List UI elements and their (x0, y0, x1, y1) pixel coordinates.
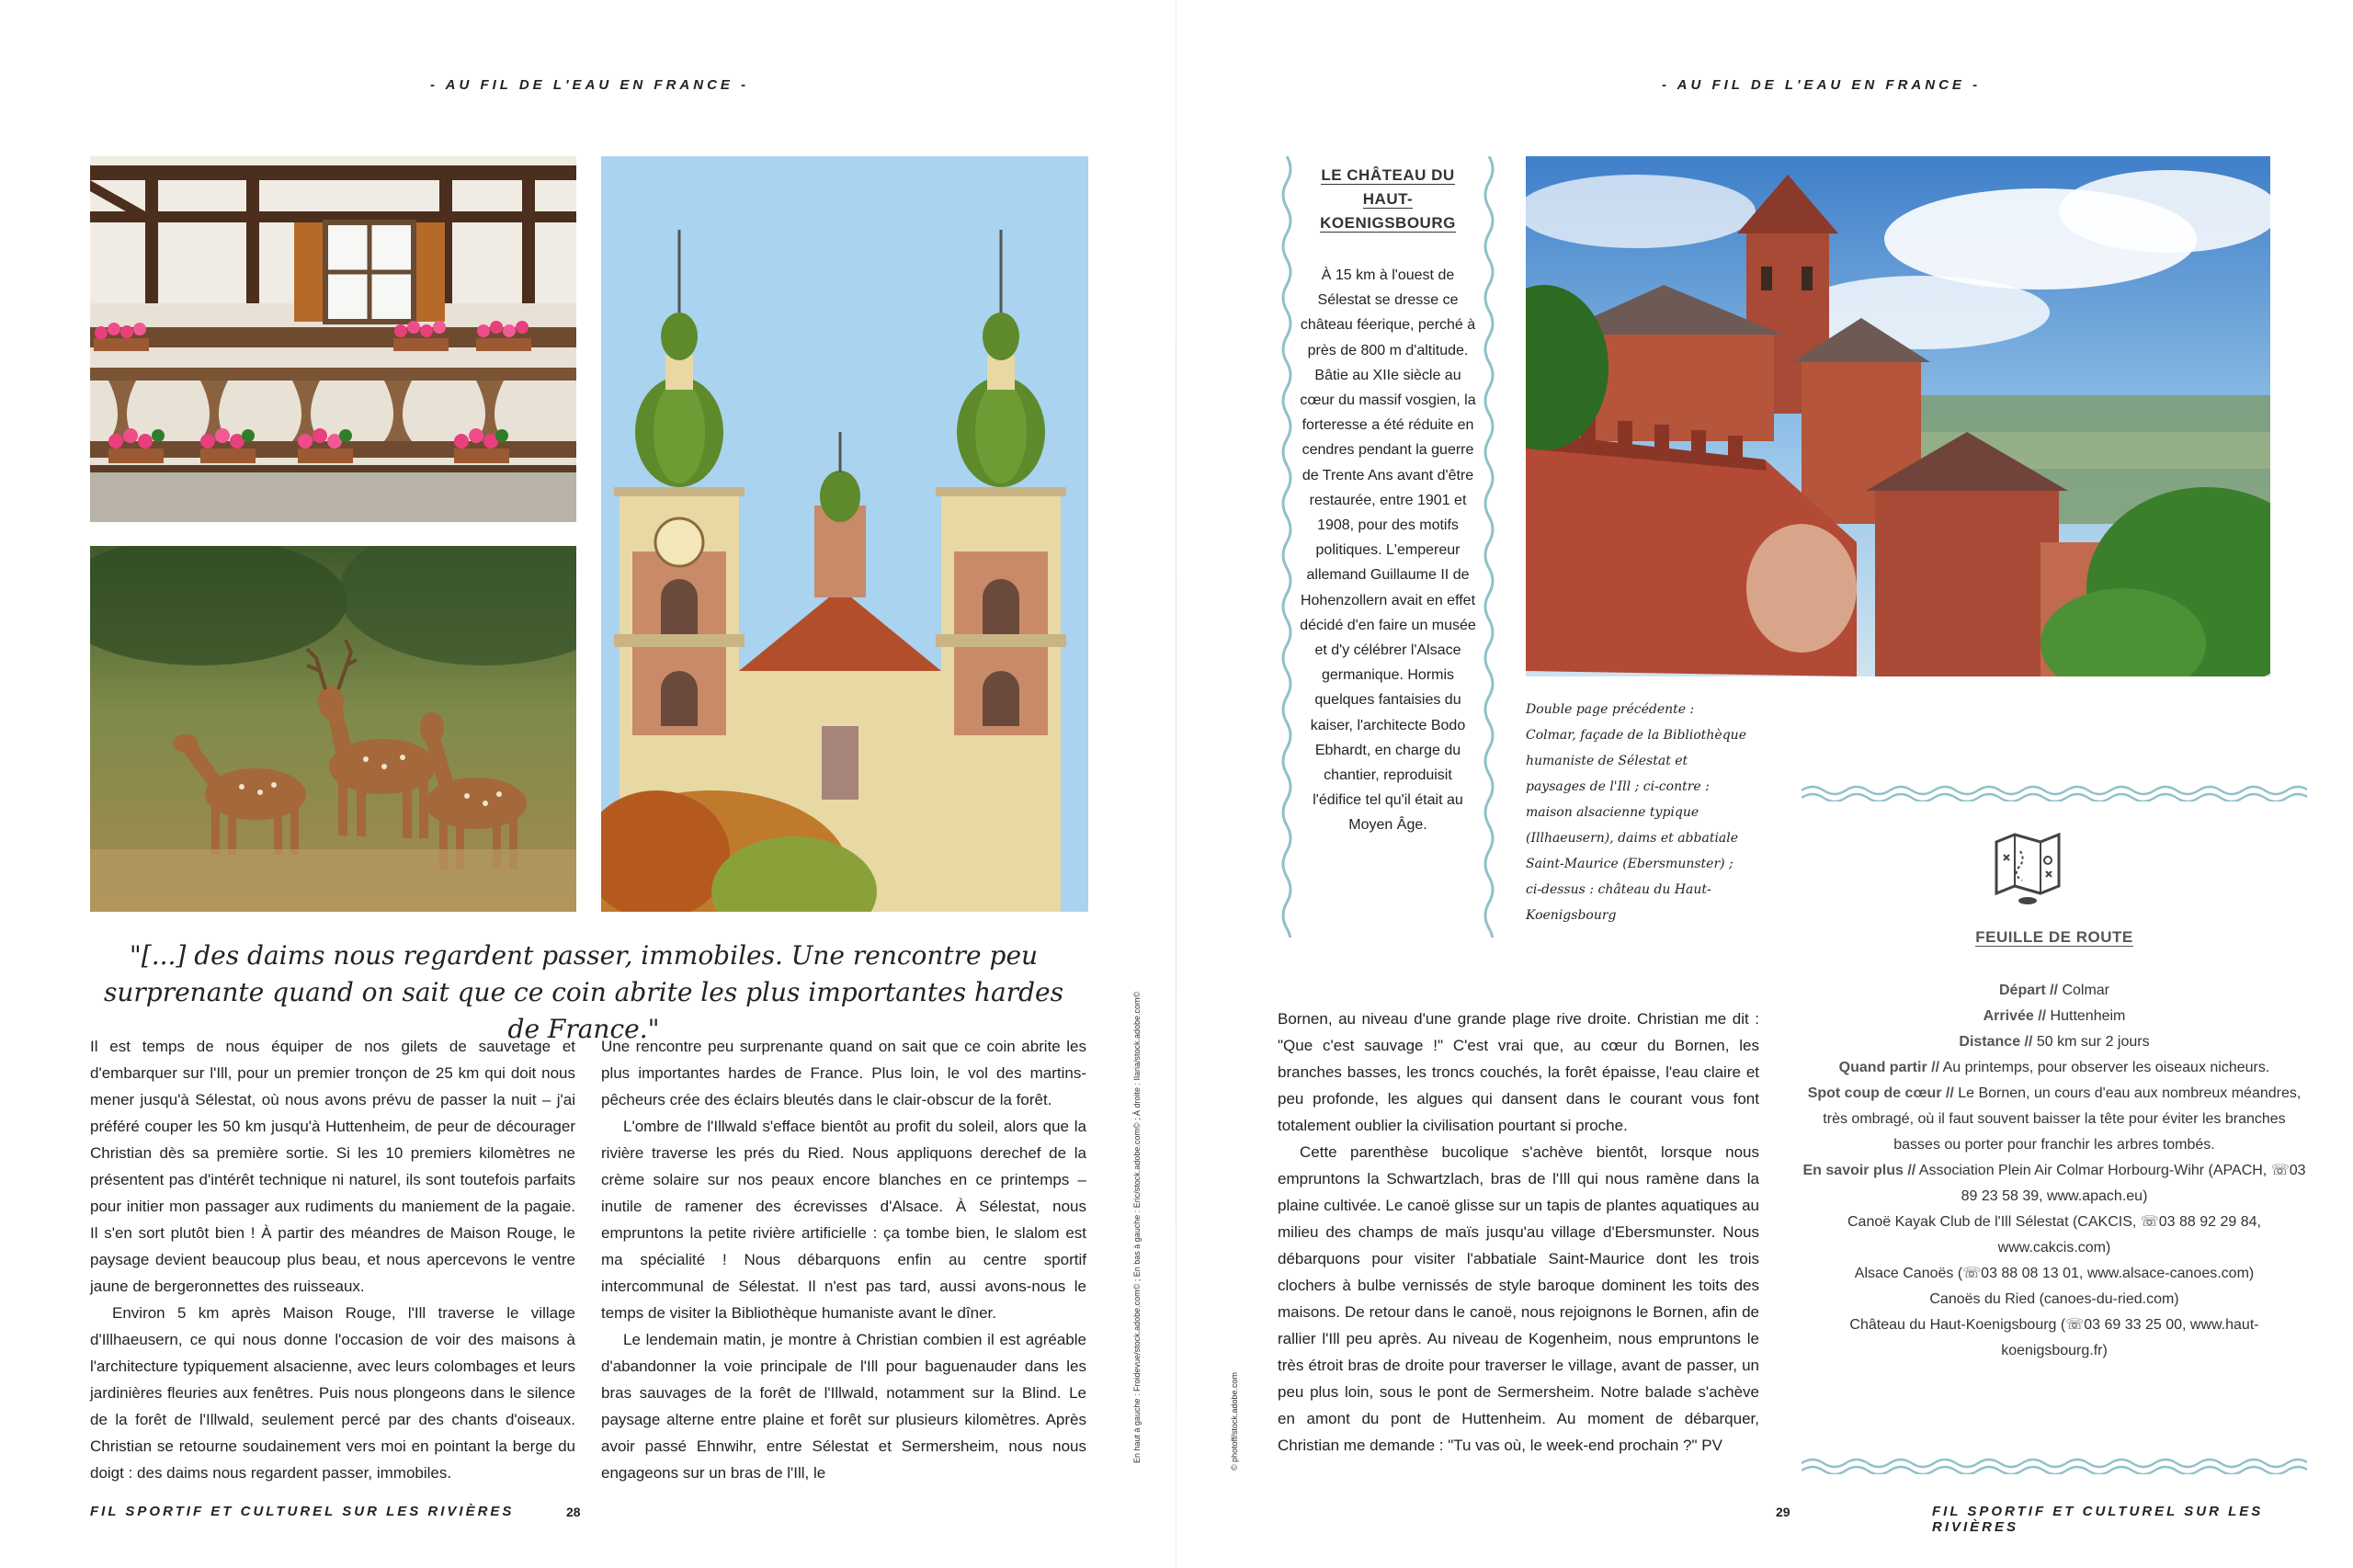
wave-divider-top (1802, 783, 2307, 801)
route-item (1802, 1029, 2307, 1055)
photo-caption: Double page précédente : Colmar, façade de la Bibliothèque humaniste de Sélestat et paysages de l'Ill ; ci-contre : maison alsacienne typique (Illhaeusern), daims et abbatiale Saint-Maurice (Ebersmunster) ; ci-dessus : château du Haut-Koenigsbourg (1526, 702, 1746, 923)
right-column (1278, 1006, 1759, 1459)
route-item (1802, 1004, 2307, 1029)
route-value: Colmar (2058, 983, 2110, 998)
paragraph: L'ombre de l'Illwald s'efface bientôt au profit du soleil, alors que la rivière traverse les prés du Ried. Nous appliquons derechef de la crème solaire sur nos peaux encore blanches en ce printemps – inutile de ramener des écrevisses d'Alsace. À Sélestat, nous empruntons la petite rivière artificielle : ça tombe bien, le slalom est ma spécialité ! Nous débarquons enfin au centre sportif intercommunal de Sélestat. Il n'est pas tard, aussi avons-nous le temps de visiter la Bibliothèque humaniste avant le dîner. (601, 1118, 1086, 1322)
route-contact: Canoë Kayak Club de l'Ill Sélestat (CAKCIS, ☏03 88 92 29 84, www.cakcis.com) (1847, 1214, 2261, 1256)
pull-quote: "[...] des daims nous regardent passer, immobiles. Une rencontre peu surprenante quand on sait que ce coin abrite les plus importantes hardes de France." (104, 940, 1063, 1044)
paragraph: Le lendemain matin, je montre à Christian combien il est agréable d'abandonner la voie principale de l'Ill pour baguenauder dans les bras sauvages de la forêt de l'Illwald, notamment sur la Blind. Le paysage alterne entre plaine et forêt sur plusieurs kilomètres. Après avoir passé Ehnwihr, entre Sélestat et Sermersheim, nous nous engageons sur un bras de l'Ill, le (601, 1331, 1086, 1482)
route-label: Spot coup de cœur // (1807, 1085, 1954, 1101)
abbey-church-photo (601, 156, 1088, 912)
wavy-border-left (1279, 156, 1294, 937)
castle-sidebar (1279, 156, 1496, 937)
route-label: Quand partir // (1838, 1060, 1940, 1075)
route-item (1802, 978, 2307, 1004)
page-number-right: 29 (1776, 1505, 1790, 1519)
left-column-2 (601, 1033, 1086, 1486)
route-contact: Alsace Canoës (☏03 88 08 13 01, www.alsace-canoes.com) (1854, 1266, 2255, 1281)
wavy-border-right (1482, 156, 1496, 937)
route-item (1802, 1081, 2307, 1158)
castle-photo (1526, 156, 2270, 676)
half-timbered-house-photo (90, 156, 576, 522)
sidebar-title (1298, 164, 1478, 235)
paragraph: Environ 5 km après Maison Rouge, l'Ill traverse le village d'Illhaeusern, ce qui nous donne l'occasion de voir des maisons à l'architecture typiquement alsacienne, avec leurs colombages et leurs jardinières fleuries aux fenêtres. Puis nous plongeons dans le silence de la forêt de l'Illwald, seulement percé par des chants d'oiseaux. Christian se retourne soudainement vers moi en pointant la berge du doigt : des daims nous regardent passer, immobiles. (90, 1304, 575, 1482)
photo-credit-right: © photoff/stock.adobe.com (1230, 1371, 1239, 1471)
map-icon (1993, 833, 2063, 904)
route-item (1802, 1055, 2307, 1081)
photo-credit-left: En haut à gauche : Froidevue/stock.adobe.com© ; En bas à gauche : Eric/stock.adobe.com© ; À droite : Ilaria/stock.adobe.com© (1132, 991, 1142, 1463)
route-title-text: FEUILLE DE ROUTE (1975, 928, 2133, 946)
route-value: Au printemps, pour observer les oiseaux nicheurs. (1939, 1060, 2270, 1075)
fallow-deer-photo (90, 546, 576, 912)
paragraph: Une rencontre peu surprenante quand on sait que ce coin abrite les plus importantes hardes de France. Plus loin, le vol des martins-pêcheurs crée des éclairs bleutés dans le clair-obscur de la forêt. (601, 1038, 1086, 1108)
route-label: En savoir plus // (1802, 1163, 1916, 1178)
route-list (1802, 978, 2307, 1364)
sidebar-text: À 15 km à l'ouest de Sélestat se dresse ce château féerique, perché à près de 800 m d'altitude. Bâtie au XIIe siècle au cœur du massif vosgien, la forteresse a été réduite en cendres pendant la guerre de Trente Ans avant d'être restaurée, entre 1901 et 1908, pour des motifs politiques. L'empereur allemand Guillaume II de Hohenzollern avait en effet décidé d'en faire un musée et d'y célébrer l'Alsace germanique. Hormis quelques fantaisies du kaiser, l'architecte Bodo Ebhardt, en charge du chantier, reproduisit l'édifice tel qu'il était au Moyen Âge. (1300, 267, 1476, 834)
route-value: 50 km sur 2 jours (2032, 1034, 2150, 1050)
route-label: Départ // (1998, 983, 2058, 998)
paragraph: Bornen, au niveau d'une grande plage rive droite. Christian me dit : "Que c'est sauvage !" C'est vrai que, au cœur du Bornen, les branches basses, les troncs couchés, la forêt épaisse, l'eau claire et peu profonde, les algues qui dansent dans le courant vous font totalement oublier la civilisation pourtant si proche. (1278, 1010, 1759, 1134)
running-head-left: - AU FIL DE L'EAU EN FRANCE - (430, 77, 750, 93)
page-number-left: 28 (566, 1505, 581, 1519)
wave-divider-bottom (1802, 1456, 2307, 1474)
running-head-right: - AU FIL DE L'EAU EN FRANCE - (1662, 77, 1982, 93)
route-value: Association Plein Air Colmar Horbourg-Wihr (APACH, ☏03 89 23 58 39, www.apach.eu) (1915, 1163, 2306, 1204)
route-label: Arrivée // (1983, 1008, 2047, 1024)
route-value: Le Bornen, un cours d'eau aux nombreux méandres, très ombragé, où il faut souvent baisser la tête pour éviter les branches basses ou porter pour franchir les arbres tombés. (1823, 1085, 2302, 1153)
left-page (0, 0, 1176, 1568)
route-label: Distance // (1959, 1034, 2033, 1050)
sidebar-title-text: LE CHÂTEAU DU HAUT-KOENIGSBOURG (1320, 166, 1456, 232)
route-contact: Canoës du Ried (canoes-du-ried.com) (1929, 1291, 2179, 1307)
route-value: Huttenheim (2046, 1008, 2126, 1024)
footer-left-text: FIL SPORTIF ET CULTUREL SUR LES RIVIÈRES (90, 1504, 515, 1519)
paragraph: Il est temps de nous équiper de nos gilets de sauvetage et d'embarquer sur l'Ill, pour un premier tronçon de 25 km qui doit nous mener jusqu'à Sélestat, où nous avons prévu de passer la nuit – j'ai préféré couper les 50 km jusqu'à Huttenheim, de peur de décourager Christian dès sa première sortie. Si les 10 premiers kilomètres ne présentent pas d'intérêt technique ni naturel, ils sont toutefois parfaits pour initier mon passager aux rudiments du maniement de la pagaie. Il s'en sort plutôt bien ! À partir des méandres de Maison Rouge, le paysage devient beaucoup plus beau, et nous apercevons le ventre jaune de bergeronnettes des ruisseaux. (90, 1038, 575, 1295)
route-contact: Château du Haut-Koenigsbourg (☏03 69 33 25 00, www.haut-koenigsbourg.fr) (1849, 1317, 2259, 1358)
left-column-1 (90, 1033, 575, 1486)
route-item (1802, 1158, 2307, 1210)
footer-right-text: FIL SPORTIF ET CULTUREL SUR LES RIVIÈRES (1932, 1504, 2264, 1535)
route-title (1802, 928, 2307, 947)
paragraph: Cette parenthèse bucolique s'achève bientôt, lorsque nous empruntons la Schwartzlach, bras de l'Ill qui nous ramène dans la plaine cultivée. Le canoë glisse sur un tapis de plantes aquatiques au milieu des champs de maïs jusqu'au village d'Ebersmunster. Nous débarquons pour visiter l'abbatiale Saint-Maurice dont les trois clochers à bulbe vernissés de style baroque dominent les toits des maisons. De retour dans le canoë, nous rejoignons le Bornen, afin de rallier l'Ill peu après. Au niveau de Kogenheim, nous empruntons le très étroit bras de droite pour traverser le village, avant de passer, un peu plus loin, sous le pont de Sermersheim. Notre balade s'achève en amont du pont de Huttenheim. Au moment de débarquer, Christian me demande : "Tu vas où, le week-end prochain ?" PV (1278, 1143, 1759, 1454)
